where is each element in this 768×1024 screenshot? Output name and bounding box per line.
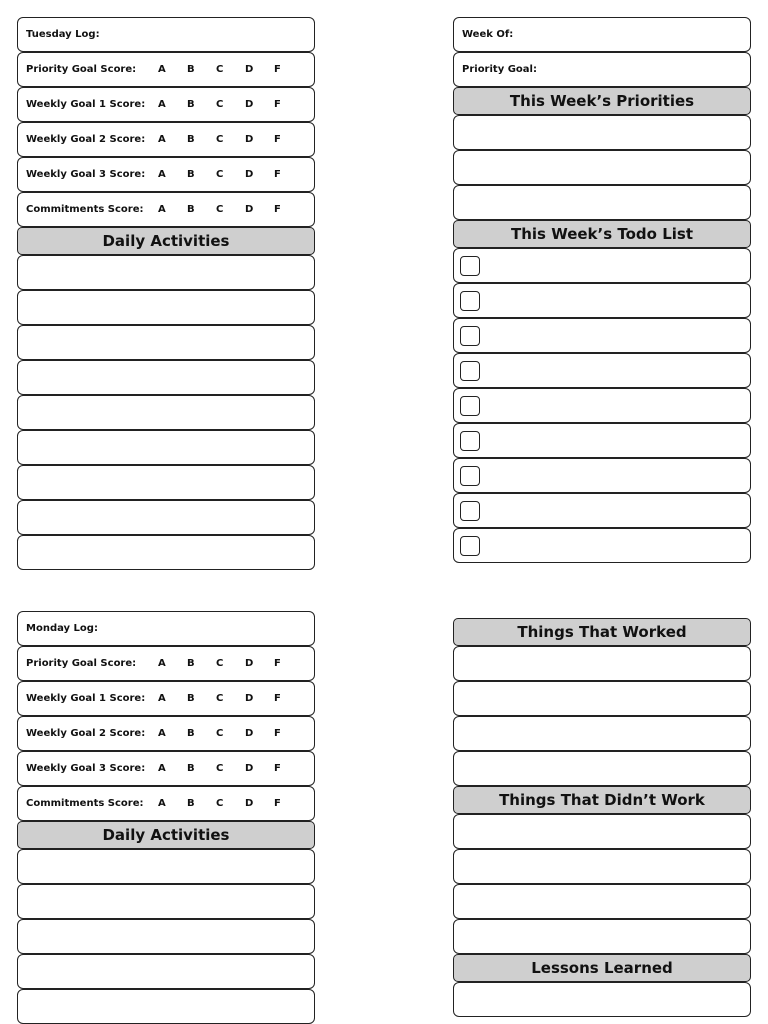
grade-options: [158, 204, 303, 215]
grade-b[interactable]: B: [187, 658, 195, 669]
score-row: [17, 786, 315, 821]
activity-line[interactable]: [17, 535, 315, 570]
score-label: Priority Goal Score:: [26, 658, 137, 669]
grade-a[interactable]: A: [158, 169, 166, 180]
todo-item: [453, 423, 751, 458]
worked-line[interactable]: [453, 751, 751, 786]
score-label: Weekly Goal 3 Score:: [26, 763, 146, 774]
todo-checkbox[interactable]: [460, 326, 480, 346]
grade-b[interactable]: B: [187, 693, 195, 704]
todo-checkbox[interactable]: [460, 431, 480, 451]
grade-options: [158, 134, 303, 145]
grade-a[interactable]: A: [158, 658, 166, 669]
grade-options: [158, 99, 303, 110]
week-section: [453, 17, 751, 563]
grade-d[interactable]: D: [245, 134, 254, 145]
worked-line[interactable]: [453, 716, 751, 751]
todo-item: [453, 248, 751, 283]
daily-activities-header: Daily Activities: [17, 227, 315, 255]
score-label: Weekly Goal 1 Score:: [26, 693, 146, 704]
lessons-learned-header: Lessons Learned: [453, 954, 751, 982]
didnt-work-line[interactable]: [453, 884, 751, 919]
activity-line[interactable]: [17, 395, 315, 430]
grade-f[interactable]: F: [274, 693, 281, 704]
score-label: Commitments Score:: [26, 798, 144, 809]
grade-options: [158, 658, 303, 669]
review-section: [453, 618, 751, 1017]
lessons-line[interactable]: [453, 982, 751, 1017]
todo-checkbox[interactable]: [460, 396, 480, 416]
week-of-label: Week Of:: [462, 29, 514, 40]
activity-line[interactable]: [17, 360, 315, 395]
activity-line[interactable]: [17, 325, 315, 360]
grade-d[interactable]: D: [245, 658, 254, 669]
monday-log-row: [17, 611, 315, 646]
grade-f[interactable]: F: [274, 658, 281, 669]
grade-c[interactable]: C: [216, 64, 224, 75]
grade-a[interactable]: A: [158, 204, 166, 215]
grade-f[interactable]: F: [274, 169, 281, 180]
todo-item: [453, 283, 751, 318]
score-row: [17, 192, 315, 227]
grade-b[interactable]: B: [187, 169, 195, 180]
grade-f[interactable]: F: [274, 728, 281, 739]
todo-item: [453, 388, 751, 423]
activity-line[interactable]: [17, 884, 315, 919]
grade-options: [158, 763, 303, 774]
priority-goal-row[interactable]: [453, 52, 751, 87]
grade-d[interactable]: D: [245, 728, 254, 739]
score-label: Weekly Goal 1 Score:: [26, 99, 146, 110]
priority-line[interactable]: [453, 185, 751, 220]
score-row: [17, 87, 315, 122]
score-row: [17, 52, 315, 87]
grade-f[interactable]: F: [274, 204, 281, 215]
grade-c[interactable]: C: [216, 798, 224, 809]
grade-c[interactable]: C: [216, 658, 224, 669]
activity-line[interactable]: [17, 849, 315, 884]
activity-line[interactable]: [17, 989, 315, 1024]
activity-line[interactable]: [17, 500, 315, 535]
didnt-work-line[interactable]: [453, 814, 751, 849]
activity-line[interactable]: [17, 465, 315, 500]
score-row: [17, 157, 315, 192]
grade-c[interactable]: C: [216, 204, 224, 215]
score-label: Weekly Goal 2 Score:: [26, 134, 146, 145]
grade-options: [158, 169, 303, 180]
grade-a[interactable]: A: [158, 134, 166, 145]
todo-list-header: This Week’s Todo List: [453, 220, 751, 248]
grade-options: [158, 728, 303, 739]
activity-line[interactable]: [17, 954, 315, 989]
score-row: [17, 122, 315, 157]
grade-a[interactable]: A: [158, 798, 166, 809]
grade-c[interactable]: C: [216, 99, 224, 110]
monday-log-label: Monday Log:: [26, 623, 98, 634]
things-that-worked-header: Things That Worked: [453, 618, 751, 646]
activity-line[interactable]: [17, 255, 315, 290]
week-of-row[interactable]: [453, 17, 751, 52]
monday-log-section: [17, 611, 315, 1024]
grade-c[interactable]: C: [216, 763, 224, 774]
grade-d[interactable]: D: [245, 99, 254, 110]
grade-b[interactable]: B: [187, 204, 195, 215]
activity-line[interactable]: [17, 290, 315, 325]
grade-f[interactable]: F: [274, 64, 281, 75]
grade-c[interactable]: C: [216, 134, 224, 145]
grade-b[interactable]: B: [187, 64, 195, 75]
grade-b[interactable]: B: [187, 99, 195, 110]
priority-line[interactable]: [453, 115, 751, 150]
todo-checkbox[interactable]: [460, 536, 480, 556]
things-that-didnt-work-header: Things That Didn’t Work: [453, 786, 751, 814]
grade-options: [158, 693, 303, 704]
grade-f[interactable]: F: [274, 798, 281, 809]
score-row: [17, 646, 315, 681]
grade-f[interactable]: F: [274, 763, 281, 774]
tuesday-log-label: Tuesday Log:: [26, 29, 100, 40]
todo-checkbox[interactable]: [460, 466, 480, 486]
grade-b[interactable]: B: [187, 763, 195, 774]
score-label: Commitments Score:: [26, 204, 144, 215]
grade-options: [158, 798, 303, 809]
grade-a[interactable]: A: [158, 728, 166, 739]
grade-a[interactable]: A: [158, 693, 166, 704]
grade-c[interactable]: C: [216, 728, 224, 739]
grade-f[interactable]: F: [274, 134, 281, 145]
grade-b[interactable]: B: [187, 728, 195, 739]
grade-b[interactable]: B: [187, 798, 195, 809]
tuesday-log-row: [17, 17, 315, 52]
grade-d[interactable]: D: [245, 64, 254, 75]
grade-c[interactable]: C: [216, 169, 224, 180]
todo-item: [453, 353, 751, 388]
activity-line[interactable]: [17, 919, 315, 954]
worked-line[interactable]: [453, 646, 751, 681]
todo-item: [453, 458, 751, 493]
score-row: [17, 751, 315, 786]
todo-item: [453, 528, 751, 563]
grade-d[interactable]: D: [245, 763, 254, 774]
grade-c[interactable]: C: [216, 693, 224, 704]
tuesday-log-section: [17, 17, 315, 570]
todo-checkbox[interactable]: [460, 291, 480, 311]
activity-line[interactable]: [17, 430, 315, 465]
todo-item: [453, 318, 751, 353]
score-label: Weekly Goal 2 Score:: [26, 728, 146, 739]
score-row: [17, 716, 315, 751]
score-label: Priority Goal Score:: [26, 64, 137, 75]
grade-a[interactable]: A: [158, 64, 166, 75]
todo-checkbox[interactable]: [460, 256, 480, 276]
priority-line[interactable]: [453, 150, 751, 185]
grade-a[interactable]: A: [158, 763, 166, 774]
grade-f[interactable]: F: [274, 99, 281, 110]
grade-d[interactable]: D: [245, 798, 254, 809]
todo-checkbox[interactable]: [460, 361, 480, 381]
todo-checkbox[interactable]: [460, 501, 480, 521]
grade-d[interactable]: D: [245, 169, 254, 180]
grade-a[interactable]: A: [158, 99, 166, 110]
score-label: Weekly Goal 3 Score:: [26, 169, 146, 180]
priority-goal-label: Priority Goal:: [462, 64, 537, 75]
score-row: [17, 681, 315, 716]
daily-activities-header: Daily Activities: [17, 821, 315, 849]
worked-line[interactable]: [453, 681, 751, 716]
grade-options: [158, 64, 303, 75]
grade-d[interactable]: D: [245, 204, 254, 215]
grade-d[interactable]: D: [245, 693, 254, 704]
didnt-work-line[interactable]: [453, 919, 751, 954]
grade-b[interactable]: B: [187, 134, 195, 145]
didnt-work-line[interactable]: [453, 849, 751, 884]
todo-item: [453, 493, 751, 528]
priorities-header: This Week’s Priorities: [453, 87, 751, 115]
